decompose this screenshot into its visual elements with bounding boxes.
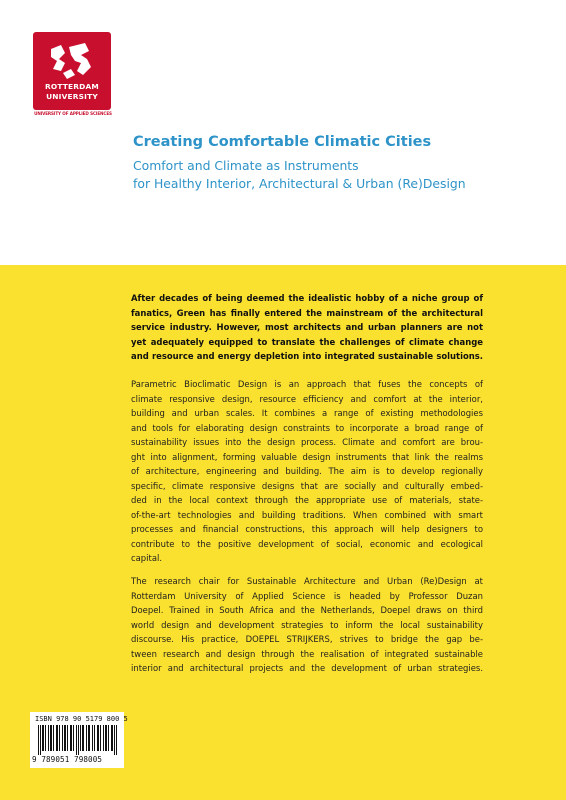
logo-line-2: UNIVERSITY — [46, 92, 98, 101]
text-line: Rotterdam University of Applied Science is headed by Professor Duzan — [131, 590, 483, 601]
text-line: discourse. His practice, DOEPEL STRIJKERS, strives to bridge the gap be- — [131, 634, 483, 644]
text-line: tween research and design through the realisation of integrated sustainable — [131, 648, 483, 659]
text-line: contribute to the positive development of social, economic and ecological — [131, 538, 483, 549]
logo-line-1: ROTTERDAM — [45, 82, 99, 91]
text-line: interior and architectural projects and the development of urban strategies. — [131, 663, 483, 673]
book-title: Creating Comfortable Climatic Cities — [133, 134, 432, 150]
text-line: of architecture, engineering and building. The aim is to develop regionally — [131, 466, 483, 476]
text-line: climate responsive design, resource efficiency and comfort at the interior, — [131, 393, 483, 404]
barcode-digits: 9 789051 798005 — [32, 755, 103, 764]
text-line: ded in the local context through the appropriate use of materials, state- — [131, 495, 483, 505]
body-paragraph-2 — [131, 574, 483, 676]
text-line: of-the-art technologies and building traditions. When combined with smart — [131, 509, 483, 520]
text-line: capital. — [131, 553, 163, 563]
text-line: service industry. However, most architects and urban planners are not — [131, 322, 483, 332]
text-line: and tools for elaborating design constraints to incorporate a broad range of — [131, 422, 483, 433]
text-line: building and urban scales. It combines a range of existing methodologies — [131, 408, 483, 418]
isbn-label: ISBN 978 90 5179 800 5 — [35, 715, 128, 723]
text-line: The research chair for Sustainable Architecture and Urban (Re)Design at — [131, 576, 483, 586]
isbn-barcode-block — [30, 712, 128, 768]
text-line: Parametric Bioclimatic Design is an approach that fuses the concepts of — [131, 379, 483, 389]
text-line: yet adequately equipped to translate the challenges of climate change — [131, 336, 483, 347]
text-line: world design and development strategies to inform the local sustainability — [131, 619, 483, 630]
intro-paragraph — [131, 291, 483, 364]
text-line: specific, climate responsive designs that are socially and culturally embed- — [131, 480, 483, 491]
barcode-icon — [34, 725, 120, 755]
logo-mark-icon — [47, 41, 97, 81]
subtitle-line: for Healthy Interior, Architectural & Urban (Re)Design — [133, 175, 466, 191]
text-line: and resource and energy depletion into integrated sustainable solutions. — [131, 351, 483, 361]
university-logo — [33, 32, 111, 110]
text-line: sustainability issues into the design process. Climate and comfort are brou- — [131, 437, 483, 447]
text-line: ght into alignment, forming valuable design instruments that link the realms — [131, 451, 483, 462]
logo-subtitle: UNIVERSITY OF APPLIED SCIENCES — [34, 112, 112, 117]
text-line: fanatics, Green has finally entered the mainstream of the architectural — [131, 307, 483, 318]
text-line: Doepel. Trained in South Africa and the Netherlands, Doepel draws on third — [131, 605, 483, 615]
book-subtitle — [133, 157, 466, 192]
text-line: processes and financial constructions, this approach will help designers to — [131, 524, 483, 534]
subtitle-line: Comfort and Climate as Instruments — [133, 158, 359, 173]
text-line: After decades of being deemed the idealistic hobby of a niche group of — [131, 293, 483, 303]
logo-wordmark — [33, 82, 111, 102]
body-paragraph-1 — [131, 377, 483, 566]
